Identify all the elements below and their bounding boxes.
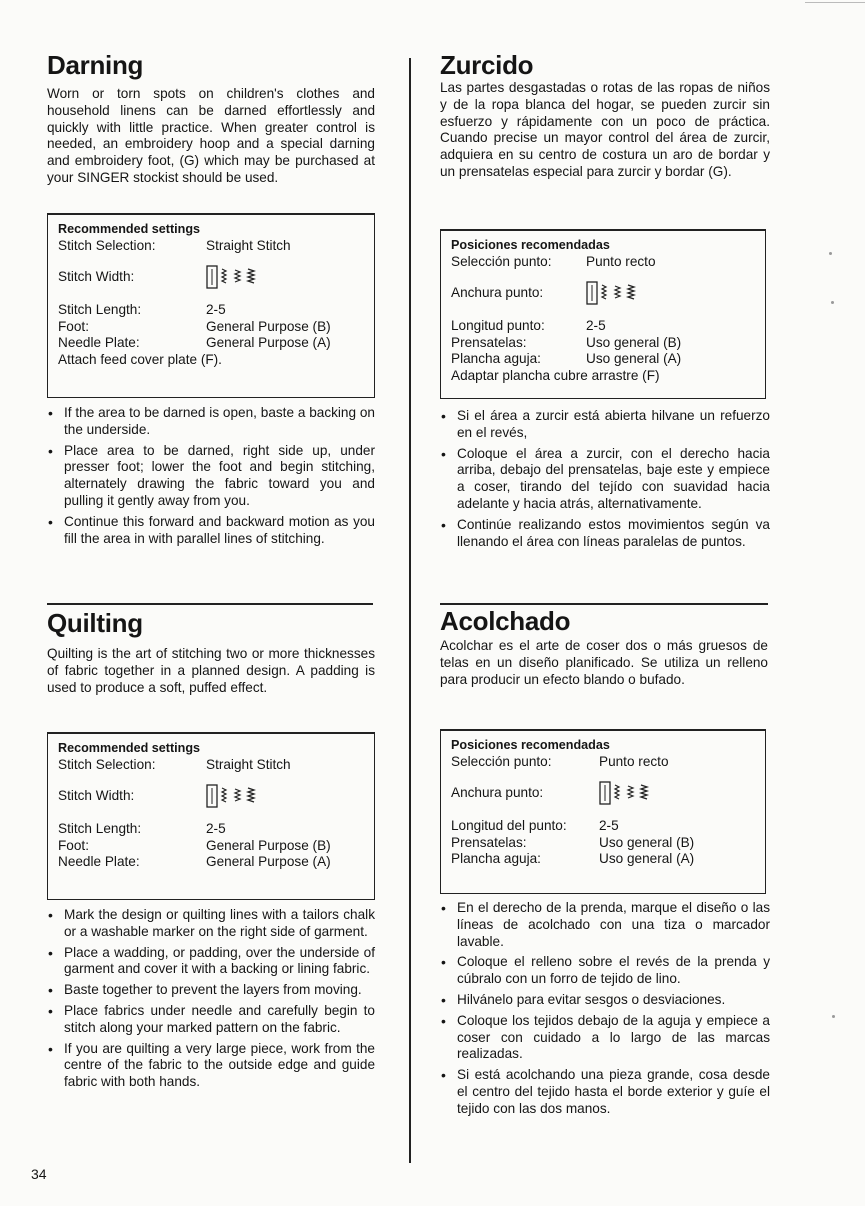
stitch-selection-value: Straight Stitch xyxy=(206,237,291,253)
list-item: • En el derecho de la prenda, marque el diseño o las líneas de acolchado con una tiza o marcador lavable. xyxy=(440,900,770,950)
stitch-selection-value: Punto recto xyxy=(586,253,656,269)
foot-row xyxy=(58,319,364,336)
stitch-width-row xyxy=(451,280,755,306)
list-item: • Mark the design or quilting lines with a tailors chalk or a washable marker on the right side of garment. xyxy=(47,907,375,941)
stitch-length-value: 2-5 xyxy=(599,818,619,833)
list-item: • If you are quilting a very large piece, work from the centre of the fabric to the outside edge and guide fabric with both hands. xyxy=(47,1041,375,1091)
stitch-length-label: Stitch Length: xyxy=(58,821,142,836)
foot-row xyxy=(451,835,755,852)
needle-plate-row xyxy=(58,335,364,352)
foot-value: Uso general (B) xyxy=(586,334,682,350)
scan-speck xyxy=(832,1015,835,1018)
foot-label: Foot: xyxy=(58,318,89,334)
quilting-settings-box xyxy=(47,732,375,900)
stitch-width-label: Stitch Width: xyxy=(58,268,135,284)
list-item: • Si está acolchando una pieza grande, cosa desde el centro del tejido hasta el borde exterior y guíe el tejido con las dos manos. xyxy=(440,1067,770,1117)
stitch-selection-row xyxy=(58,757,364,774)
list-item: • Coloque los tejidos debajo de la aguja y empiece a coser con cuidado a lo largo de las marcas realizadas. xyxy=(440,1013,770,1063)
settings-heading: Posiciones recomendadas xyxy=(451,238,610,252)
stitch-width-dial-icon xyxy=(586,280,654,306)
acolchado-steps xyxy=(440,900,770,1122)
stitch-width-label: Anchura punto: xyxy=(451,284,544,300)
settings-heading: Recommended settings xyxy=(58,222,201,236)
stitch-length-row xyxy=(58,821,364,838)
darning-steps xyxy=(47,405,375,551)
needle-plate-row xyxy=(451,351,755,368)
zurcido-steps xyxy=(440,408,770,554)
darning-settings-box xyxy=(47,213,375,398)
darning-title: Darning xyxy=(47,50,144,80)
list-item: • If the area to be darned is open, baste a backing on the underside. xyxy=(47,405,375,439)
stitch-selection-label: Selección punto: xyxy=(451,253,552,269)
needle-plate-label: Plancha aguja: xyxy=(451,851,541,866)
stitch-length-label: Longitud del punto: xyxy=(451,818,567,833)
list-item: • Si el área a zurcir está abierta hilvane un refuerzo en el revés, xyxy=(440,408,770,442)
scan-speck xyxy=(831,301,834,304)
stitch-selection-row xyxy=(58,238,364,255)
stitch-selection-row xyxy=(451,754,755,771)
needle-plate-value: General Purpose (A) xyxy=(206,335,331,350)
list-item: • Place fabrics under needle and carefully begin to stitch along your marked pattern on the fabric. xyxy=(47,1003,375,1037)
quilting-intro: Quilting is the art of stitching two or more thicknesses of fabric together in a planned design. A padding is used to produce a soft, puffed effect. xyxy=(47,646,375,695)
quilting-title: Quilting xyxy=(47,608,143,638)
quilting-steps xyxy=(47,907,375,1095)
column-divider xyxy=(409,58,411,1163)
needle-plate-row xyxy=(451,851,755,868)
acolchado-intro: Acolchar es el arte de coser dos o más gruesos de telas en un diseño planificado. Se utiliza un relleno para producir un efecto blando o bufado. xyxy=(440,638,768,687)
list-item: • Continue this forward and backward motion as you fill the area in with parallel lines of stitching. xyxy=(47,514,375,548)
settings-heading: Recommended settings xyxy=(58,741,201,755)
needle-plate-value: General Purpose (A) xyxy=(206,854,331,869)
settings-heading: Posiciones recomendadas xyxy=(451,738,610,752)
acolchado-settings-box xyxy=(440,729,766,894)
stitch-width-row xyxy=(58,783,364,809)
foot-value: Uso general (B) xyxy=(599,834,695,850)
stitch-selection-label: Selección punto: xyxy=(451,753,552,769)
scan-edge-line xyxy=(805,2,865,3)
stitch-selection-value: Punto recto xyxy=(599,753,669,769)
foot-label: Foot: xyxy=(58,837,89,853)
foot-label: Prensatelas: xyxy=(451,834,527,850)
stitch-width-dial-icon xyxy=(206,264,274,290)
stitch-length-label: Stitch Length: xyxy=(58,302,142,317)
stitch-length-row xyxy=(451,818,755,835)
needle-plate-value: Uso general (A) xyxy=(586,351,682,366)
darning-intro: Worn or torn spots on children's clothes and household linens can be darned effortlessly and quickly with little practice. When greater control is needed, an embroidery hoop and a special darning and embroidery foot, (G) which may be purchased at your SINGER stockist should be used. xyxy=(47,86,375,185)
list-item: • Continúe realizando estos movimientos según va llenando el área con líneas paralelas de puntos. xyxy=(440,517,770,551)
stitch-selection-label: Stitch Selection: xyxy=(58,237,156,253)
scan-speck xyxy=(829,252,832,255)
foot-value: General Purpose (B) xyxy=(206,837,331,853)
feed-cover-note: Attach feed cover plate (F). xyxy=(58,351,222,367)
stitch-width-row xyxy=(451,780,755,806)
foot-row xyxy=(451,335,755,352)
stitch-width-label: Stitch Width: xyxy=(58,787,135,803)
section-rule xyxy=(440,603,768,605)
foot-label: Prensatelas: xyxy=(451,334,527,350)
stitch-length-row xyxy=(451,318,755,335)
feed-cover-note: Adaptar plancha cubre arrastre (F) xyxy=(451,367,660,383)
stitch-width-dial-icon xyxy=(206,783,274,809)
foot-value: General Purpose (B) xyxy=(206,318,331,334)
needle-plate-label: Needle Plate: xyxy=(58,335,140,350)
stitch-width-label: Anchura punto: xyxy=(451,784,544,800)
needle-plate-label: Plancha aguja: xyxy=(451,351,541,366)
stitch-length-value: 2-5 xyxy=(206,821,226,836)
foot-row xyxy=(58,838,364,855)
list-item: • Hilvánelo para evitar sesgos o desviaciones. xyxy=(440,992,770,1009)
stitch-length-label: Longitud punto: xyxy=(451,318,545,333)
zurcido-intro: Las partes desgastadas o rotas de las ropas de niños y de la ropa blanca del hogar, se pueden zurcir sin esfuerzo y rápidamente con un poco de práctica. Cuando precise un mayor control del área de zurcir, adquiera en su centro de costura un aro de bordar y un prensatelas especial para zurcir y bordar (G). xyxy=(440,80,770,179)
stitch-selection-label: Stitch Selection: xyxy=(58,756,156,772)
needle-plate-label: Needle Plate: xyxy=(58,854,140,869)
stitch-selection-value: Straight Stitch xyxy=(206,756,291,772)
list-item: • Coloque el área a zurcir, con el derecho hacia arriba, debajo del prensatelas, baje este y empiece a coser, tirando del tejído con suavidad hacia adelante y hacia atrás, alternativamente. xyxy=(440,446,770,513)
needle-plate-value: Uso general (A) xyxy=(599,851,695,866)
stitch-length-row xyxy=(58,302,364,319)
stitch-width-row xyxy=(58,264,364,290)
stitch-length-value: 2-5 xyxy=(206,302,226,317)
zurcido-title: Zurcido xyxy=(440,50,534,80)
list-item: • Coloque el relleno sobre el revés de la prenda y cúbralo con un forro de tejido de lino. xyxy=(440,954,770,988)
needle-plate-row xyxy=(58,854,364,871)
section-rule xyxy=(47,603,373,605)
stitch-width-dial-icon xyxy=(599,780,667,806)
list-item: • Baste together to prevent the layers from moving. xyxy=(47,982,375,999)
stitch-length-value: 2-5 xyxy=(586,318,606,333)
list-item: • Place a wadding, or padding, over the underside of garment and cover it with a backing or lining fabric. xyxy=(47,945,375,979)
zurcido-settings-box xyxy=(440,229,766,399)
list-item: • Place area to be darned, right side up, under presser foot; lower the foot and begin stitching, alternately drawing the fabric toward you and pulling it gently away from you. xyxy=(47,443,375,510)
page-number: 34 xyxy=(31,1166,47,1182)
acolchado-title: Acolchado xyxy=(440,606,571,636)
stitch-selection-row xyxy=(451,254,755,271)
